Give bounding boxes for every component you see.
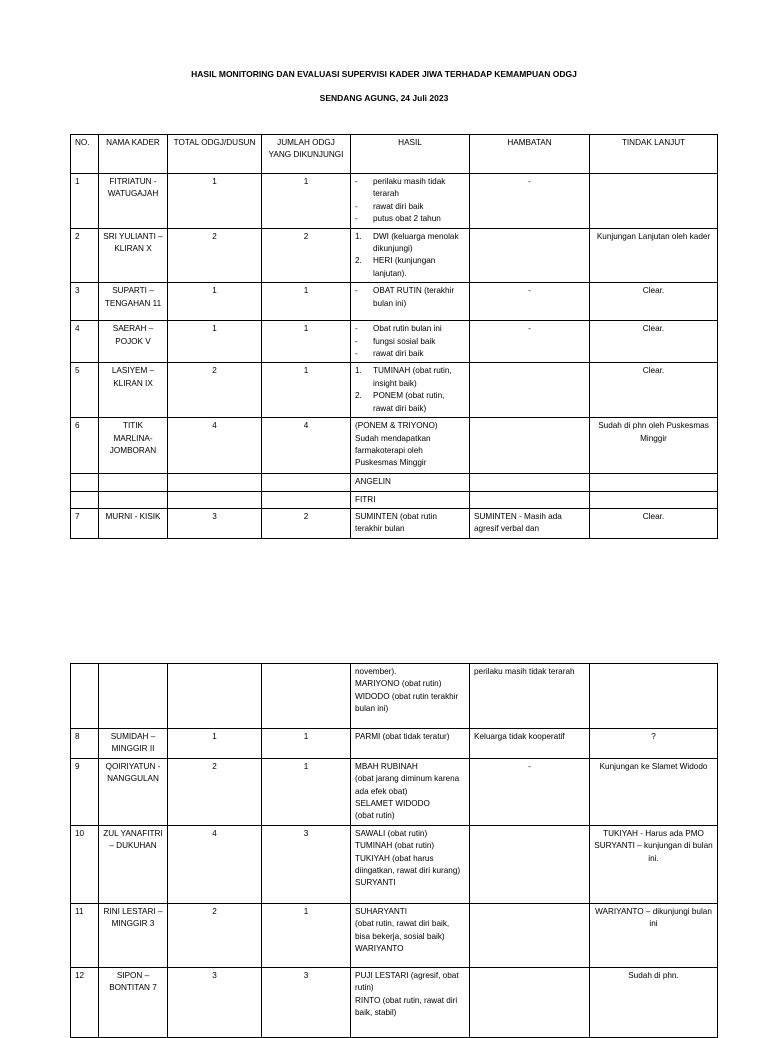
- table-row: [71, 508, 718, 538]
- cell-jumlah-dikunjungi: 1: [262, 363, 351, 418]
- cell-hambatan: [470, 491, 590, 508]
- cell-total-odgj: 4: [168, 418, 262, 474]
- cell-total-odgj: [168, 491, 262, 508]
- cell-hambatan: [470, 903, 590, 967]
- cell-total-odgj: 1: [168, 321, 262, 363]
- cell-tindak-lanjut: Clear.: [590, 363, 718, 418]
- cell-hasil: FITRI: [351, 491, 470, 508]
- list-text: rawat diri baik: [373, 201, 424, 211]
- cell-hambatan: [470, 967, 590, 1037]
- hasil-list-item: [355, 213, 465, 225]
- cell-no: 2: [71, 228, 99, 283]
- cell-no: 7: [71, 508, 99, 538]
- cell-no: [71, 664, 99, 729]
- cell-jumlah-dikunjungi: 1: [262, 321, 351, 363]
- cell-nama-kader: ZUL YANAFITRI – DUKUHAN: [99, 825, 168, 903]
- cell-no: 8: [71, 729, 99, 759]
- cell-total-odgj: 3: [168, 508, 262, 538]
- hasil-list-item: [355, 336, 465, 348]
- list-text: Obat rutin bulan ini: [373, 324, 442, 334]
- cell-tindak-lanjut: Clear.: [590, 321, 718, 363]
- hasil-list-item: [355, 231, 465, 256]
- header-hasil: HASIL: [351, 135, 470, 174]
- table-row: [71, 228, 718, 283]
- cell-nama-kader: SIPON – BONTITAN 7: [99, 967, 168, 1037]
- hasil-list-item: [355, 255, 465, 280]
- cell-jumlah-dikunjungi: [262, 474, 351, 491]
- monitoring-table: [70, 134, 718, 539]
- list-text: fungsi sosial baik: [373, 336, 436, 346]
- list-marker: -: [355, 286, 358, 296]
- cell-no: 10: [71, 825, 99, 903]
- cell-jumlah-dikunjungi: 2: [262, 508, 351, 538]
- hasil-list: [355, 231, 465, 281]
- cell-tindak-lanjut: Sudah di phn oleh Puskesmas Minggir: [590, 418, 718, 474]
- document-subtitle: SENDANG AGUNG, 24 Juli 2023: [319, 93, 449, 103]
- cell-jumlah-dikunjungi: 1: [262, 903, 351, 967]
- table-row: [71, 664, 718, 729]
- cell-hambatan: [470, 418, 590, 474]
- header-total-odgj: TOTAL ODGJ/DUSUN: [168, 135, 262, 174]
- hasil-list: [355, 323, 465, 360]
- cell-nama-kader: SUMIDAH – MINGGIR II: [99, 729, 168, 759]
- cell-jumlah-dikunjungi: 3: [262, 967, 351, 1037]
- cell-hasil: (PONEM & TRIYONO) Sudah mendapatkan farmakoterapi oleh Puskesmas Minggir: [351, 418, 470, 474]
- cell-hambatan: [470, 363, 590, 418]
- cell-hasil: [351, 363, 470, 418]
- cell-jumlah-dikunjungi: [262, 491, 351, 508]
- cell-hambatan: Keluarga tidak kooperatif: [470, 729, 590, 759]
- list-text: perilaku masih tidak terarah: [373, 177, 446, 199]
- cell-nama-kader: [99, 474, 168, 491]
- cell-hasil: [351, 283, 470, 321]
- cell-jumlah-dikunjungi: 4: [262, 418, 351, 474]
- cell-nama-kader: SAERAH – POJOK V: [99, 321, 168, 363]
- cell-nama-kader: [99, 491, 168, 508]
- cell-nama-kader: RINI LESTARI – MINGGIR 3: [99, 903, 168, 967]
- list-marker: -: [355, 324, 358, 334]
- header-hambatan: HAMBATAN: [470, 135, 590, 174]
- cell-no: 1: [71, 174, 99, 229]
- cell-total-odgj: [168, 664, 262, 729]
- list-marker: 2.: [355, 256, 362, 266]
- list-marker: 1.: [355, 231, 362, 241]
- cell-tindak-lanjut: Sudah di phn.: [590, 967, 718, 1037]
- list-text: TUMINAH (obat rutin, insight baik): [373, 366, 452, 388]
- cell-no: [71, 474, 99, 491]
- cell-hambatan: [470, 474, 590, 491]
- list-marker: 2.: [355, 391, 362, 401]
- monitoring-table-continued: [70, 663, 718, 1038]
- table-row: [71, 474, 718, 491]
- cell-total-odgj: [168, 474, 262, 491]
- cell-nama-kader: SUPARTI – TENGAHAN 11: [99, 283, 168, 321]
- hasil-list-item: [355, 285, 465, 310]
- hasil-list-item: [355, 348, 465, 360]
- cell-jumlah-dikunjungi: 1: [262, 174, 351, 229]
- cell-hasil: november). MARIYONO (obat rutin) WIDODO (obat rutin terakhir bulan ini): [351, 664, 470, 729]
- cell-no: 9: [71, 758, 99, 825]
- table-row: [71, 967, 718, 1037]
- cell-hasil: [351, 321, 470, 363]
- cell-total-odgj: 2: [168, 758, 262, 825]
- cell-hambatan: -: [470, 174, 590, 229]
- cell-tindak-lanjut: Clear.: [590, 508, 718, 538]
- table-row: [71, 903, 718, 967]
- header-jumlah-dikunjungi: JUMLAH ODGJ YANG DIKUNJUNGI: [262, 135, 351, 174]
- cell-tindak-lanjut: [590, 174, 718, 229]
- list-text: PONEM (obat rutin, rawat diri baik): [373, 391, 445, 413]
- hasil-list-item: [355, 176, 465, 201]
- cell-total-odgj: 4: [168, 825, 262, 903]
- list-marker: -: [355, 201, 358, 211]
- list-marker: -: [355, 214, 358, 224]
- table-row: [71, 174, 718, 229]
- list-text: rawat diri baik: [373, 349, 424, 359]
- cell-total-odgj: 2: [168, 228, 262, 283]
- cell-no: 4: [71, 321, 99, 363]
- cell-jumlah-dikunjungi: 1: [262, 283, 351, 321]
- cell-hambatan: [470, 228, 590, 283]
- cell-tindak-lanjut: [590, 474, 718, 491]
- cell-hambatan: -: [470, 283, 590, 321]
- table-row: [71, 363, 718, 418]
- cell-hambatan: perilaku masih tidak terarah: [470, 664, 590, 729]
- cell-no: 6: [71, 418, 99, 474]
- hasil-list-item: [355, 323, 465, 335]
- list-text: DWI (keluarga menolak dikunjungi): [373, 231, 459, 254]
- cell-jumlah-dikunjungi: 3: [262, 825, 351, 903]
- cell-jumlah-dikunjungi: 1: [262, 729, 351, 759]
- cell-jumlah-dikunjungi: 1: [262, 758, 351, 825]
- hasil-list: [355, 365, 465, 415]
- hasil-list-item: [355, 365, 465, 390]
- list-text: HERI (kunjungan lanjutan).: [373, 256, 436, 278]
- cell-tindak-lanjut: ?: [590, 729, 718, 759]
- cell-tindak-lanjut: Kunjungan Lanjutan oleh kader: [590, 228, 718, 283]
- cell-total-odgj: 2: [168, 903, 262, 967]
- cell-no: [71, 491, 99, 508]
- cell-hasil: SUHARYANTI (obat rutin, rawat diri baik, bisa bekerja, sosial baik) WARIYANTO: [351, 903, 470, 967]
- cell-tindak-lanjut: Kunjungan ke Slamet Widodo: [590, 758, 718, 825]
- table-row: [71, 491, 718, 508]
- cell-hasil: PARMI (obat tidak teratur): [351, 729, 470, 759]
- list-marker: 1.: [355, 366, 362, 376]
- cell-total-odgj: 1: [168, 174, 262, 229]
- cell-nama-kader: FITRIATUN - WATUGAJAH: [99, 174, 168, 229]
- header-nama-kader: NAMA KADER: [99, 135, 168, 174]
- table-row: [71, 758, 718, 825]
- hasil-list: [355, 285, 465, 310]
- list-text: OBAT RUTIN (terakhir bulan ini): [373, 286, 455, 308]
- table-row: [71, 729, 718, 759]
- cell-tindak-lanjut: TUKIYAH - Harus ada PMO SURYANTI – kunjungan di bulan ini.: [590, 825, 718, 903]
- list-marker: -: [355, 177, 358, 186]
- header-no: NO.: [71, 135, 99, 174]
- cell-jumlah-dikunjungi: [262, 664, 351, 729]
- list-marker: -: [355, 336, 358, 346]
- cell-hasil: ANGELIN: [351, 474, 470, 491]
- cell-tindak-lanjut: WARIYANTO – dikunjungi bulan ini: [590, 903, 718, 967]
- cell-total-odgj: 3: [168, 967, 262, 1037]
- cell-tindak-lanjut: [590, 491, 718, 508]
- hasil-list-item: [355, 390, 465, 415]
- table-header-row: [71, 135, 718, 174]
- document-title: HASIL MONITORING DAN EVALUASI SUPERVISI KADER JIWA TERHADAP KEMAMPUAN ODGJ: [191, 69, 577, 79]
- cell-jumlah-dikunjungi: 2: [262, 228, 351, 283]
- cell-hasil: [351, 228, 470, 283]
- cell-nama-kader: MURNI - KISIK: [99, 508, 168, 538]
- table-row: [71, 321, 718, 363]
- cell-no: 3: [71, 283, 99, 321]
- cell-hasil: [351, 174, 470, 229]
- list-text: putus obat 2 tahun: [373, 214, 441, 224]
- cell-nama-kader: LASIYEM – KLIRAN IX: [99, 363, 168, 418]
- cell-no: 11: [71, 903, 99, 967]
- cell-tindak-lanjut: [590, 664, 718, 729]
- cell-nama-kader: QOIRIYATUN - NANGGULAN: [99, 758, 168, 825]
- cell-hasil: SAWALI (obat rutin) TUMINAH (obat rutin) TUKIYAH (obat harus diingatkan, rawat diri kurang) SURYANTI: [351, 825, 470, 903]
- cell-total-odgj: 2: [168, 363, 262, 418]
- cell-total-odgj: 1: [168, 729, 262, 759]
- cell-nama-kader: SRI YULIANTI – KLIRAN X: [99, 228, 168, 283]
- cell-hasil: PUJI LESTARI (agresif, obat rutin) RINTO (obat rutin, rawat diri baik, stabil): [351, 967, 470, 1037]
- cell-no: 5: [71, 363, 99, 418]
- hasil-list: [355, 176, 465, 226]
- cell-total-odgj: 1: [168, 283, 262, 321]
- cell-hambatan: [470, 825, 590, 903]
- table-row: [71, 825, 718, 903]
- cell-hambatan: -: [470, 321, 590, 363]
- table-row: [71, 283, 718, 321]
- cell-tindak-lanjut: Clear.: [590, 283, 718, 321]
- hasil-list-item: [355, 201, 465, 213]
- cell-hasil: MBAH RUBINAH (obat jarang diminum karena ada efek obat) SELAMET WIDODO (obat rutin): [351, 758, 470, 825]
- list-marker: -: [355, 349, 358, 359]
- cell-hambatan: -: [470, 758, 590, 825]
- header-tindak-lanjut: TINDAK LANJUT: [590, 135, 718, 174]
- cell-hasil: SUMINTEN (obat rutin terakhir bulan: [351, 508, 470, 538]
- cell-hambatan: SUMINTEN - Masih ada agresif verbal dan: [470, 508, 590, 538]
- cell-nama-kader: [99, 664, 168, 729]
- table-row: [71, 418, 718, 474]
- cell-nama-kader: TITIK MARLINA-JOMBORAN: [99, 418, 168, 474]
- cell-no: 12: [71, 967, 99, 1037]
